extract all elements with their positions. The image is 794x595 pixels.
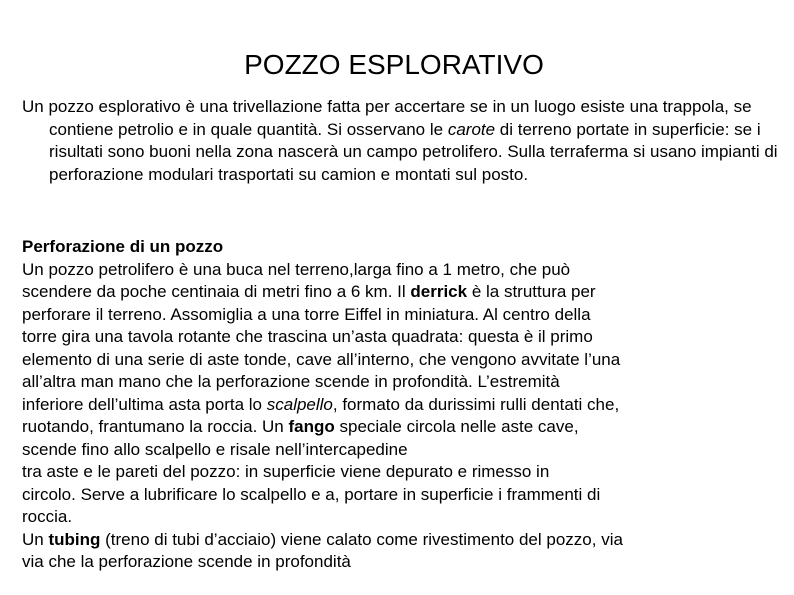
section-line-4: torre gira una tavola rotante che trascina un’asta quadrata: questa è il primo [22,327,593,346]
intro-text-1: Un pozzo esplorativo è una trivellazione fatta per accertare se in un luogo esiste una trappola, se contiene petrolio e in quale quantità. Si osservano le [22,97,752,139]
term-fango: fango [288,417,335,436]
term-tubing: tubing [48,529,101,549]
section-line-12: roccia. [22,507,73,526]
section-line-8: ruotando, frantumano la roccia. Un fango speciale circola nelle aste cave, [22,417,579,436]
section-line-2: scendere da poche centinaia di metri fino a 6 km. Il derrick è la struttura per [22,282,596,301]
section-line-14: via che la perforazione scende in profondità [22,552,351,571]
term-derrick: derrick [410,282,468,301]
section-heading: Perforazione di un pozzo [22,237,224,256]
section-line-11: circolo. Serve a lubrificare lo scalpello e a, portare in superficie i frammenti di [22,484,601,504]
intro-term-carote: carote [447,119,496,139]
drilling-section [22,236,782,574]
intro-paragraph [22,96,794,186]
section-line-5: elemento di una serie di aste tonde, cave all’interno, che vengono avvitate l’una [22,349,621,369]
section-line-9: scende fino allo scalpello e risale nell’intercapedine [22,439,408,459]
section-line-13: Un tubing (treno di tubi d’acciaio) viene calato come rivestimento del pozzo, via [22,529,623,549]
page-title: POZZO ESPLORATIVO [244,49,544,80]
section-line-6: all’altra man mano che la perforazione scende in profondità. L’estremità [22,372,560,391]
section-line-10: tra aste e le pareti del pozzo: in superficie viene depurato e rimesso in [22,462,550,481]
section-line-1: Un pozzo petrolifero è una buca nel terreno,larga fino a 1 metro, che può [22,259,571,279]
intro-text-2: di terreno portate in superficie: se i risultati sono buoni nella zona nascerà un campo petrolifero. Sulla terraferma si usano impianti di perforazione modulari trasportati su camion e montati sul posto. [49,119,778,184]
section-line-3: perforare il terreno. Assomiglia a una torre Eiffel in miniatura. Al centro della [22,304,591,324]
term-scalpello: scalpello [266,394,333,414]
section-line-7: inferiore dell’ultima asta porta lo scalpello, formato da durissimi rulli dentati che, [22,394,620,414]
